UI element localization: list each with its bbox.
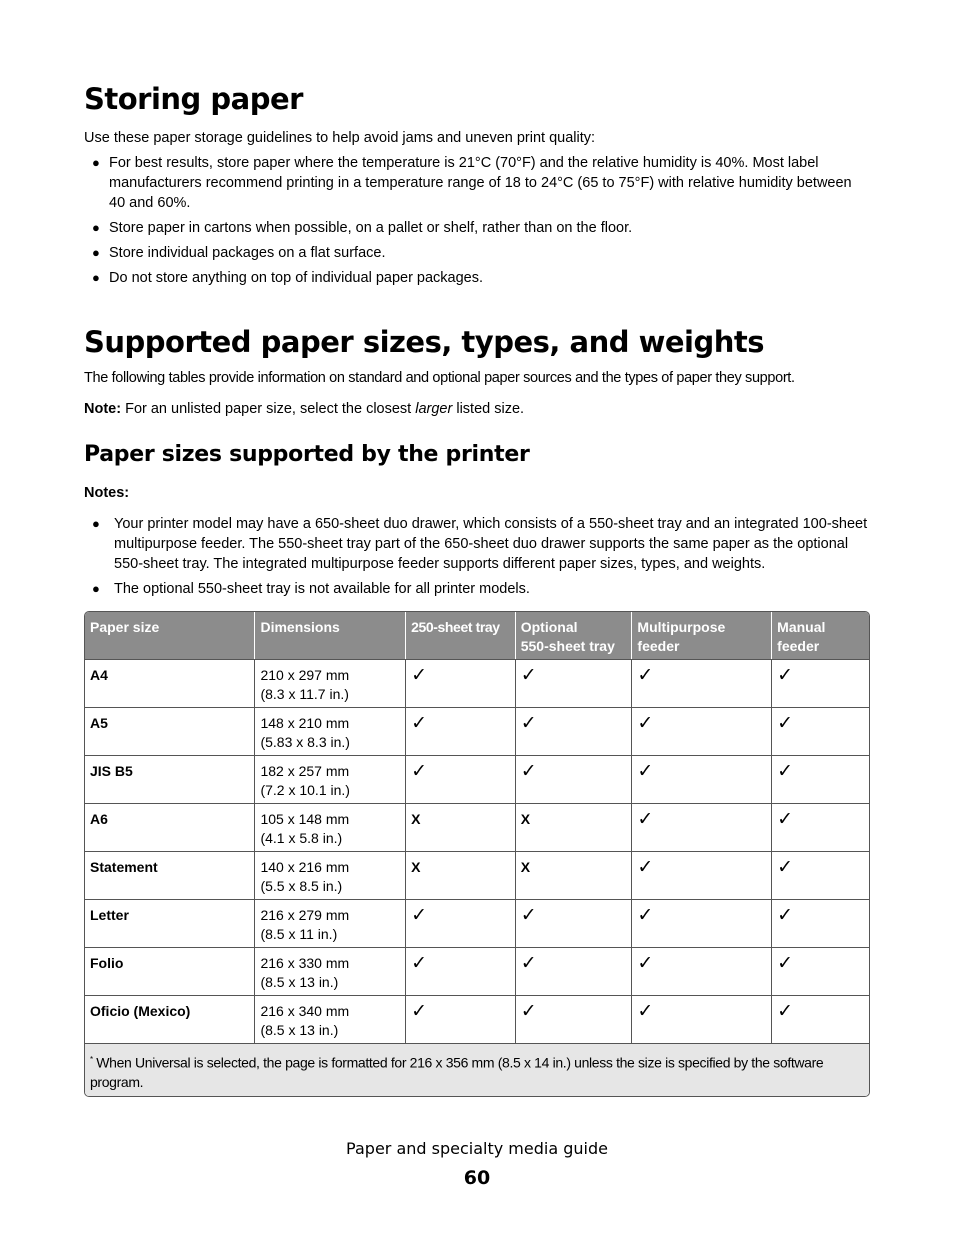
checkmark-icon: ✓ (411, 760, 428, 782)
unsupported-x-mark: X (411, 859, 421, 875)
cell-tray250 (406, 659, 516, 707)
cell-tray250 (406, 899, 516, 947)
cell-manual (772, 803, 869, 851)
table-header-row (85, 612, 869, 659)
cell-dimensions: 148 x 210 mm (5.83 x 8.3 in.) (255, 707, 406, 755)
checkmark-icon: ✓ (777, 664, 794, 686)
cell-tray250 (406, 851, 516, 899)
checkmark-icon: ✓ (637, 904, 654, 926)
cell-manual (772, 755, 869, 803)
supported-paper-heading: Supported paper sizes, types, and weights (84, 325, 765, 359)
unsupported-x-mark: X (520, 811, 531, 827)
cell-dimensions: 210 x 297 mm (8.3 x 11.7 in.) (255, 659, 406, 707)
cell-paper-size: A6 (85, 803, 255, 851)
bullet-icon: ● (92, 516, 100, 531)
table-row (85, 851, 869, 899)
table-footnote: * When Universal is selected, the page is formatted for 216 x 356 mm (8.5 x 14 in.) unless the size is specified by the software program. (85, 1043, 869, 1096)
table-row (85, 899, 869, 947)
checkmark-icon: ✓ (637, 808, 654, 830)
checkmark-icon: ✓ (520, 904, 537, 926)
cell-manual (772, 659, 869, 707)
cell-paper-size: A4 (85, 659, 255, 707)
checkmark-icon: ✓ (411, 952, 428, 974)
bullet-icon: ● (92, 581, 100, 596)
checkmark-icon: ✓ (637, 760, 654, 782)
cell-dimensions: 105 x 148 mm (4.1 x 5.8 in.) (255, 803, 406, 851)
supported-intro: The following tables provide information on standard and optional paper sources and the types of paper they support. (84, 370, 795, 386)
cell-multipurpose (632, 995, 772, 1043)
cell-optional550 (516, 851, 633, 899)
cell-paper-size: Letter (85, 899, 255, 947)
notes-label: Notes: (84, 485, 130, 501)
cell-dimensions: 216 x 330 mm (8.5 x 13 in.) (255, 947, 406, 995)
checkmark-icon: ✓ (520, 1000, 537, 1022)
checkmark-icon: ✓ (411, 1000, 428, 1022)
cell-multipurpose (632, 803, 772, 851)
header-optional-550-sheet-tray: Optional 550-sheet tray (516, 612, 633, 659)
cell-optional550 (516, 707, 633, 755)
cell-tray250 (406, 755, 516, 803)
cell-multipurpose (632, 755, 772, 803)
table-row (85, 707, 869, 755)
cell-dimensions: 216 x 279 mm (8.5 x 11 in.) (255, 899, 406, 947)
page-number: 60 (463, 1167, 491, 1189)
cell-dimensions: 216 x 340 mm (8.5 x 13 in.) (255, 995, 406, 1043)
checkmark-icon: ✓ (520, 712, 537, 734)
cell-paper-size: JIS B5 (85, 755, 255, 803)
checkmark-icon: ✓ (777, 808, 794, 830)
storing-guidelines-list (84, 153, 870, 288)
table-footnote-row (85, 1043, 869, 1096)
paper-sizes-table (84, 611, 870, 1097)
cell-multipurpose (632, 899, 772, 947)
checkmark-icon: ✓ (777, 904, 794, 926)
header-multipurpose-feeder: Multipurpose feeder (632, 612, 772, 659)
cell-paper-size: Oficio (Mexico) (85, 995, 255, 1043)
cell-paper-size: Statement (85, 851, 255, 899)
cell-tray250 (406, 803, 516, 851)
note-emphasis: larger (415, 401, 453, 417)
cell-paper-size: A5 (85, 707, 255, 755)
table-row (85, 803, 869, 851)
cell-multipurpose (632, 707, 772, 755)
unsupported-x-mark: X (520, 859, 531, 875)
cell-optional550 (516, 659, 633, 707)
list-item: ● Do not store anything on top of individual paper packages. (92, 270, 484, 286)
header-paper-size: Paper size (85, 612, 255, 659)
bullet-icon: ● (92, 245, 100, 260)
checkmark-icon: ✓ (411, 712, 428, 734)
table-row (85, 755, 869, 803)
checkmark-icon: ✓ (520, 760, 537, 782)
note-label: Note: (84, 401, 122, 417)
checkmark-icon: ✓ (777, 1000, 794, 1022)
list-item: ● Store individual packages on a flat surface. (92, 245, 386, 261)
checkmark-icon: ✓ (520, 664, 537, 686)
unsupported-x-mark: X (411, 811, 421, 827)
cell-manual (772, 995, 869, 1043)
cell-multipurpose (632, 659, 772, 707)
table-row (85, 947, 869, 995)
list-item: ● Store paper in cartons when possible, on a pallet or shelf, rather than on the floor. (92, 220, 633, 236)
checkmark-icon: ✓ (411, 664, 428, 686)
cell-tray250 (406, 995, 516, 1043)
bullet-icon: ● (92, 155, 100, 170)
supported-note: Note: For an unlisted paper size, select the closest larger listed size. (84, 401, 525, 417)
cell-optional550 (516, 803, 633, 851)
notes-list (84, 514, 870, 599)
cell-multipurpose (632, 947, 772, 995)
list-item: ● Your printer model may have a 650-sheet duo drawer, which consists of a 550-sheet tray and an integrated 100-sheet multipurpose feeder. The 550-sheet tray part of the 650-sheet duo drawer supports the same paper as the optional 550-sheet tray. The integrated multipurpose feeder supports different paper sizes, types, and weights. (92, 516, 868, 572)
list-item: ● For best results, store paper where the temperature is 21°C (70°F) and the relative humidity is 40%. Most label manufacturers recommend printing in a temperature range of 18 to 24°C (65 to 75°F) with relative humidity between 40 and 60%. (92, 155, 852, 211)
cell-optional550 (516, 755, 633, 803)
cell-manual (772, 947, 869, 995)
cell-manual (772, 899, 869, 947)
table-row (85, 995, 869, 1043)
cell-manual (772, 851, 869, 899)
storing-paper-heading: Storing paper (84, 82, 303, 116)
checkmark-icon: ✓ (777, 712, 794, 734)
bullet-icon: ● (92, 220, 100, 235)
paper-sizes-heading: Paper sizes supported by the printer (84, 442, 530, 467)
header-250-sheet-tray: 250-sheet tray (406, 612, 516, 659)
footer-guide-title: Paper and specialty media guide (346, 1139, 608, 1158)
table-row (85, 659, 869, 707)
cell-optional550 (516, 947, 633, 995)
checkmark-icon: ✓ (777, 952, 794, 974)
checkmark-icon: ✓ (637, 664, 654, 686)
cell-optional550 (516, 995, 633, 1043)
list-item: ● The optional 550-sheet tray is not available for all printer models. (92, 581, 530, 597)
checkmark-icon: ✓ (637, 952, 654, 974)
header-manual-feeder: Manual feeder (772, 612, 869, 659)
cell-paper-size: Folio (85, 947, 255, 995)
checkmark-icon: ✓ (520, 952, 537, 974)
bullet-icon: ● (92, 270, 100, 285)
page-content (84, 82, 870, 1097)
cell-tray250 (406, 947, 516, 995)
checkmark-icon: ✓ (411, 904, 428, 926)
checkmark-icon: ✓ (637, 856, 654, 878)
cell-multipurpose (632, 851, 772, 899)
checkmark-icon: ✓ (777, 856, 794, 878)
cell-dimensions: 182 x 257 mm (7.2 x 10.1 in.) (255, 755, 406, 803)
cell-tray250 (406, 707, 516, 755)
cell-optional550 (516, 899, 633, 947)
cell-manual (772, 707, 869, 755)
checkmark-icon: ✓ (637, 712, 654, 734)
checkmark-icon: ✓ (637, 1000, 654, 1022)
storing-intro: Use these paper storage guidelines to help avoid jams and uneven print quality: (84, 130, 596, 146)
checkmark-icon: ✓ (777, 760, 794, 782)
cell-dimensions: 140 x 216 mm (5.5 x 8.5 in.) (255, 851, 406, 899)
header-dimensions: Dimensions (255, 612, 406, 659)
